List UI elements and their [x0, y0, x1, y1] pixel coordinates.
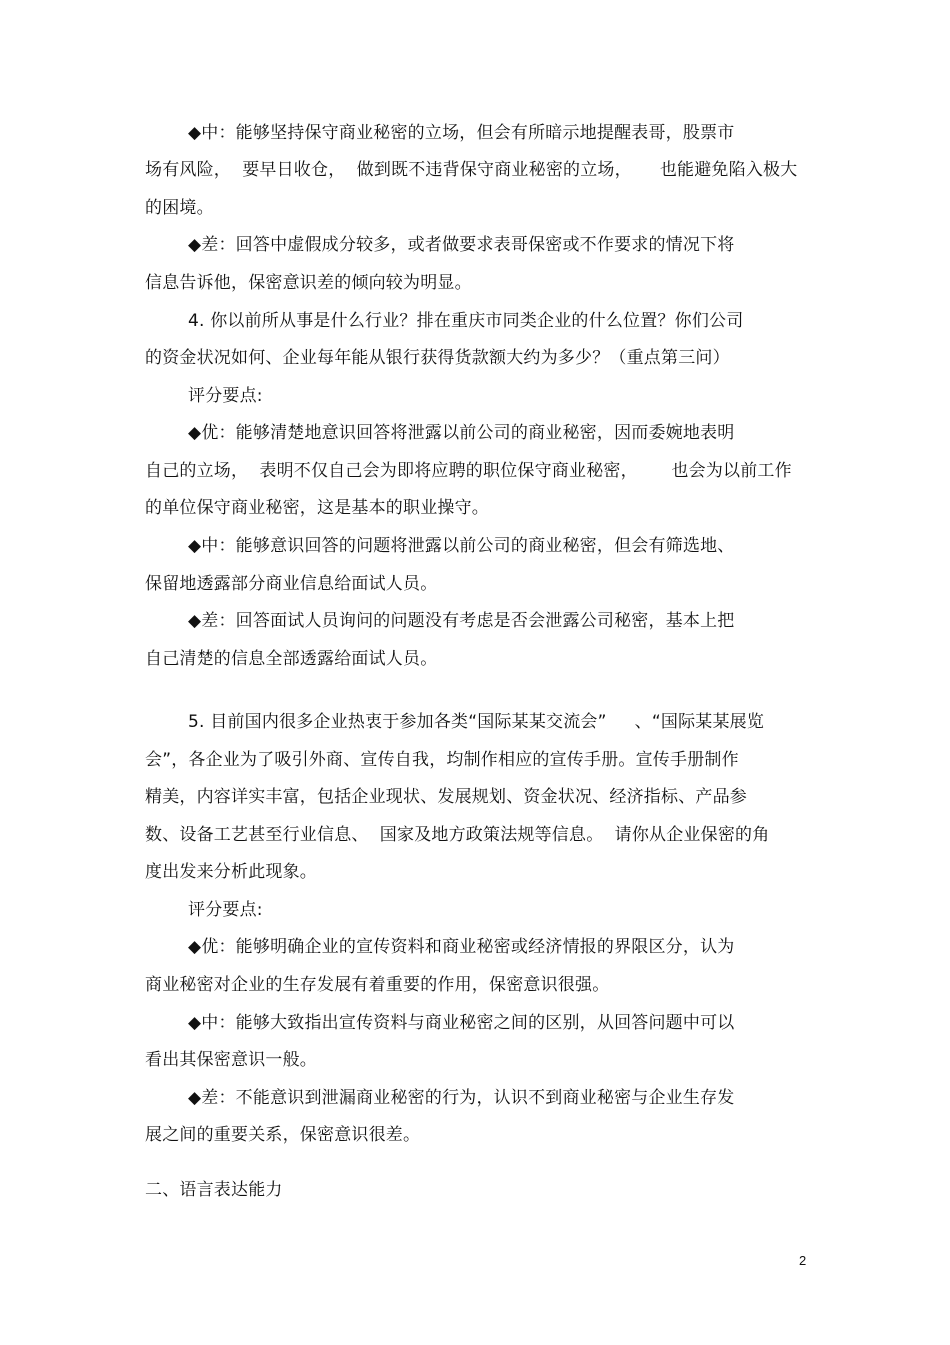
text-line: 的单位保守商业秘密，这是基本的职业操守。 — [145, 498, 489, 518]
text-line: 自己的立场， 表明不仅自己会为即将应聘的职位保守商业秘密， 也会为以前工作 — [145, 461, 792, 481]
text-line: 评分要点: — [188, 900, 263, 920]
text-line: ◆中：能够大致指出宣传资料与商业秘密之间的区别，从回答问题中可以 — [188, 1013, 735, 1033]
text-line: 的资金状况如何、企业每年能从银行获得货款额大约为多少？（重点第三问） — [145, 348, 730, 368]
text-line: 场有风险， 要早日收仓， 做到既不违背保守商业秘密的立场， 也能避免陷入极大 — [145, 160, 798, 180]
section-heading: 二、语言表达能力 — [145, 1180, 283, 1200]
text-line: 保留地透露部分商业信息给面试人员。 — [145, 574, 438, 594]
text-line: 信息告诉他，保密意识差的倾向较为明显。 — [145, 273, 472, 293]
text-line: 数、设备工艺甚至行业信息、 国家及地方政策法规等信息。 请你从企业保密的角 — [145, 825, 770, 845]
text-line: 自己清楚的信息全部透露给面试人员。 — [145, 649, 438, 669]
text-line: 看出其保密意识一般。 — [145, 1050, 317, 1070]
page-number: 2 — [799, 1253, 807, 1268]
text-line: 度出发来分析此现象。 — [145, 862, 317, 882]
text-line: ◆优：能够明确企业的宣传资料和商业秘密或经济情报的界限区分，认为 — [188, 937, 735, 957]
text-line: ◆中：能够坚持保守商业秘密的立场，但会有所暗示地提醒表哥，股票市 — [188, 123, 735, 143]
text-line: 商业秘密对企业的生存发展有着重要的作用，保密意识很强。 — [145, 975, 610, 995]
text-line: ◆差：回答面试人员询问的问题没有考虑是否会泄露公司秘密，基本上把 — [188, 611, 735, 631]
text-line: 会”，各企业为了吸引外商、宣传自我，均制作相应的宣传手册。宣传手册制作 — [145, 750, 739, 770]
text-line: 的困境。 — [145, 198, 214, 218]
text-line: ◆中：能够意识回答的问题将泄露以前公司的商业秘密，但会有筛选地、 — [188, 536, 735, 556]
text-line: 展之间的重要关系，保密意识很差。 — [145, 1125, 421, 1145]
text-line: ◆优：能够清楚地意识回答将泄露以前公司的商业秘密，因而委婉地表明 — [188, 423, 735, 443]
text-line: 评分要点: — [188, 386, 263, 406]
text-line: ◆差：回答中虚假成分较多，或者做要求表哥保密或不作要求的情况下将 — [188, 235, 735, 255]
text-line: 4. 你以前所从事是什么行业？排在重庆市同类企业的什么位置？你们公司 — [188, 311, 744, 331]
text-line: 5. 目前国内很多企业热衷于参加各类“国际某某交流会” 、“国际某某展览 — [188, 712, 765, 732]
text-line: ◆差：不能意识到泄漏商业秘密的行为，认识不到商业秘密与企业生存发 — [188, 1088, 735, 1108]
text-line: 精美，内容详实丰富，包括企业现状、发展规划、资金状况、经济指标、产品参 — [145, 787, 747, 807]
